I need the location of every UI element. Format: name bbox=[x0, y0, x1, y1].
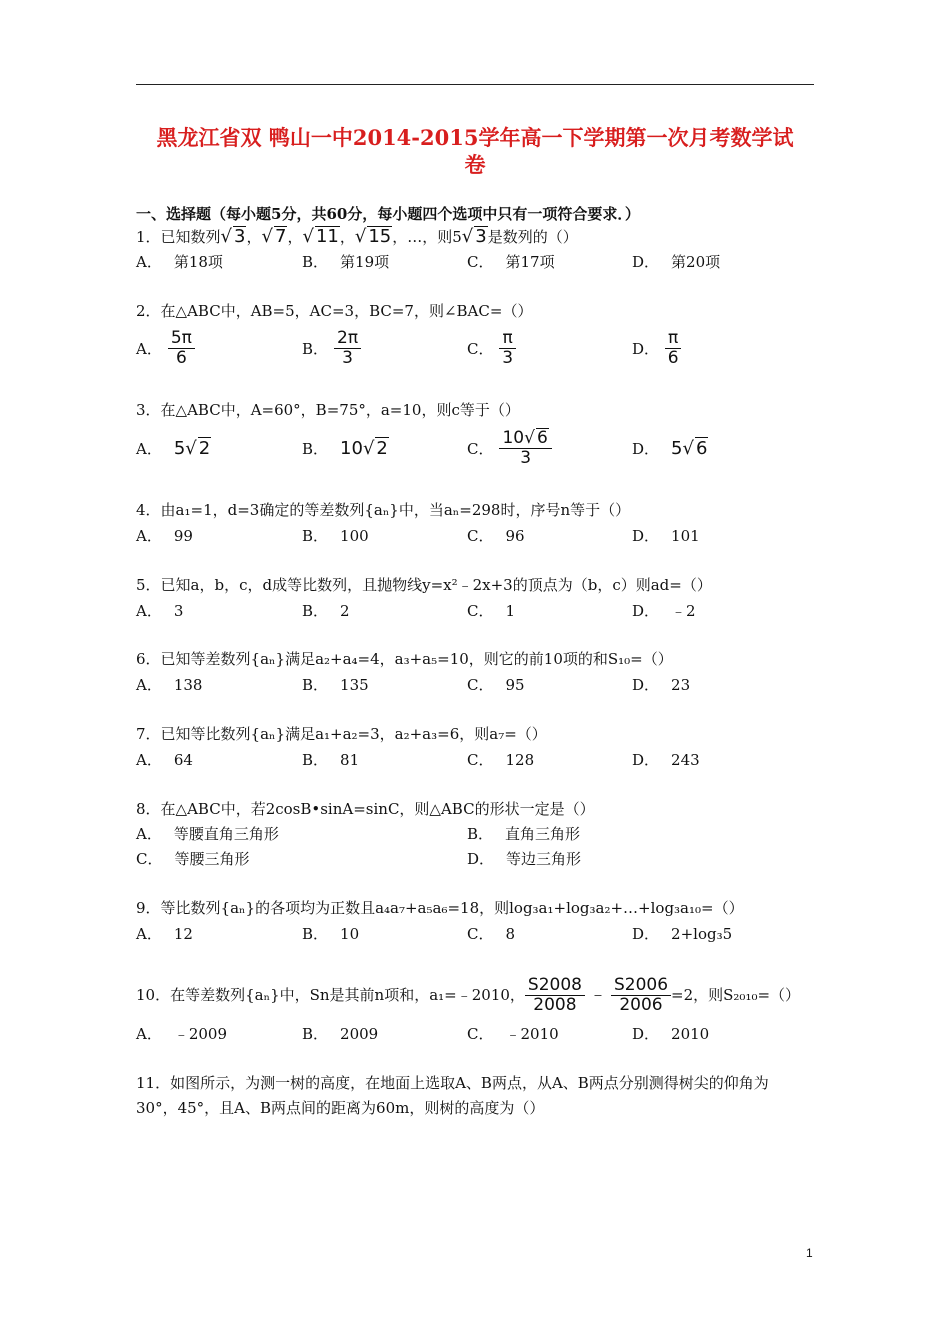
q4-option-d: D． 101 bbox=[632, 527, 700, 545]
q3-option-d: D． 5 √ 6 bbox=[632, 437, 708, 459]
q1-option-a: A． 第18项 bbox=[136, 253, 223, 271]
question-11-line-2: 30°，45°，且A、B两点间的距离为60m，则树的高度为（） bbox=[136, 1099, 545, 1117]
question-1-options bbox=[136, 251, 816, 273]
question-3: 3．在△ABC中，A=60°，B=75°，a=10，则c等于（） bbox=[136, 401, 520, 419]
q7-option-b: B． 81 bbox=[302, 751, 360, 769]
question-7: 7．已知等比数列{aₙ}满足a₁+a₂=3，a₂+a₃=6，则a₇=（） bbox=[136, 725, 547, 743]
q8-option-d: D． 等边三角形 bbox=[467, 850, 582, 868]
q1-option-c: C． 第17项 bbox=[467, 253, 555, 271]
q2-option-d: D． $\frac{\pi}{6}$ bbox=[632, 328, 681, 368]
q2-option-a: A． $\frac{5\pi}{6}$ bbox=[136, 328, 195, 368]
question-8-options-row2 bbox=[136, 848, 816, 870]
q8-option-a: A． 等腰直角三角形 bbox=[136, 825, 279, 843]
q5-option-a: A． 3 bbox=[136, 602, 184, 620]
q6-option-a: A． 138 bbox=[136, 676, 203, 694]
q1-option-d: D． 第20项 bbox=[632, 253, 721, 271]
question-1: 1．已知数列√ 3，√ 7，√ 11，√ 15，…，则5√ 3是数列的（） bbox=[136, 226, 578, 247]
exam-title bbox=[136, 124, 814, 178]
title-line-1: 黑龙江省双 鸭山一中2014-2015学年高一下学期第一次月考数学试 bbox=[156, 125, 794, 150]
q10-option-c: C． ﹣2010 bbox=[467, 1025, 559, 1043]
q4-option-b: B． 100 bbox=[302, 527, 369, 545]
q10-option-d: D． 2010 bbox=[632, 1025, 710, 1043]
q8-option-c: C． 等腰三角形 bbox=[136, 850, 250, 868]
q7-option-d: D． 243 bbox=[632, 751, 700, 769]
page-number: 1 bbox=[806, 1246, 813, 1260]
q1-option-b: B． 第19项 bbox=[302, 253, 390, 271]
question-2: 2．在△ABC中，AB=5，AC=3，BC=7，则∠BAC=（） bbox=[136, 302, 533, 320]
question-8-options-row1 bbox=[136, 823, 816, 845]
question-7-options bbox=[136, 749, 816, 771]
question-5-options bbox=[136, 600, 816, 622]
q9-option-b: B． 10 bbox=[302, 925, 360, 943]
question-8: 8．在△ABC中，若2cosB•sinA=sinC，则△ABC的形状一定是（） bbox=[136, 800, 595, 818]
q5-option-d: D． ﹣2 bbox=[632, 602, 696, 620]
title-line-2: 卷 bbox=[464, 152, 486, 177]
question-4: 4．由a₁=1，d=3确定的等差数列{aₙ}中，当aₙ=298时，序号n等于（） bbox=[136, 501, 631, 519]
q5-option-b: B． 2 bbox=[302, 602, 350, 620]
q10-option-a: A． ﹣2009 bbox=[136, 1025, 228, 1043]
q3-option-a: A． 5 √ 2 bbox=[136, 437, 211, 459]
question-3-options bbox=[136, 428, 816, 468]
question-4-options bbox=[136, 525, 816, 547]
q6-option-c: C． 95 bbox=[467, 676, 525, 694]
q3-option-b: B． 10 √ 2 bbox=[302, 437, 388, 459]
q10-option-b: B． 2009 bbox=[302, 1025, 379, 1043]
q4-option-a: A． 99 bbox=[136, 527, 193, 545]
question-6-options bbox=[136, 674, 816, 696]
header-rule bbox=[136, 84, 814, 85]
q3-option-c: C． $\frac{10√ 6}{3}$ bbox=[467, 428, 552, 468]
q6-option-d: D． 23 bbox=[632, 676, 691, 694]
section-heading: 一、选择题（每小题5分，共60分，每小题四个选项中只有一项符合要求．） bbox=[136, 205, 640, 223]
q7-option-c: C． 128 bbox=[467, 751, 535, 769]
question-6: 6．已知等差数列{aₙ}满足a₂+a₄=4，a₃+a₅=10，则它的前10项的和S₁₀=（） bbox=[136, 650, 673, 668]
question-10: 10．在等差数列{aₙ}中，Sn是其前n项和，a₁=﹣2010， $\frac{S2008}{2008}$ ﹣ $\frac{S2006}{2006}$ =2，则S₂₀₁₀=（） bbox=[136, 974, 801, 1015]
q9-option-d: D． 2+log₃5 bbox=[632, 925, 733, 943]
question-5: 5．已知a，b，c，d成等比数列，且抛物线y=x²﹣2x+3的顶点为（b，c）则ad=（） bbox=[136, 576, 712, 594]
question-11-line-1: 11．如图所示，为测一树的高度，在地面上选取A、B两点，从A、B两点分别测得树尖的仰角为 bbox=[136, 1074, 769, 1092]
q5-option-c: C． 1 bbox=[467, 602, 516, 620]
q9-option-a: A． 12 bbox=[136, 925, 193, 943]
q7-option-a: A． 64 bbox=[136, 751, 193, 769]
question-10-options bbox=[136, 1023, 816, 1045]
question-9-options bbox=[136, 923, 816, 945]
question-9: 9．等比数列{aₙ}的各项均为正数且a₄a₇+a₅a₆=18，则log₃a₁+log₃a₂+…+log₃a₁₀=（） bbox=[136, 899, 744, 917]
q8-option-b: B． 直角三角形 bbox=[467, 825, 581, 843]
q6-option-b: B． 135 bbox=[302, 676, 369, 694]
q9-option-c: C． 8 bbox=[467, 925, 516, 943]
question-2-options bbox=[136, 328, 816, 368]
q4-option-c: C． 96 bbox=[467, 527, 525, 545]
q2-option-c: C． $\frac{\pi}{3}$ bbox=[467, 328, 516, 368]
q2-option-b: B． $\frac{2\pi}{3}$ bbox=[302, 328, 361, 368]
